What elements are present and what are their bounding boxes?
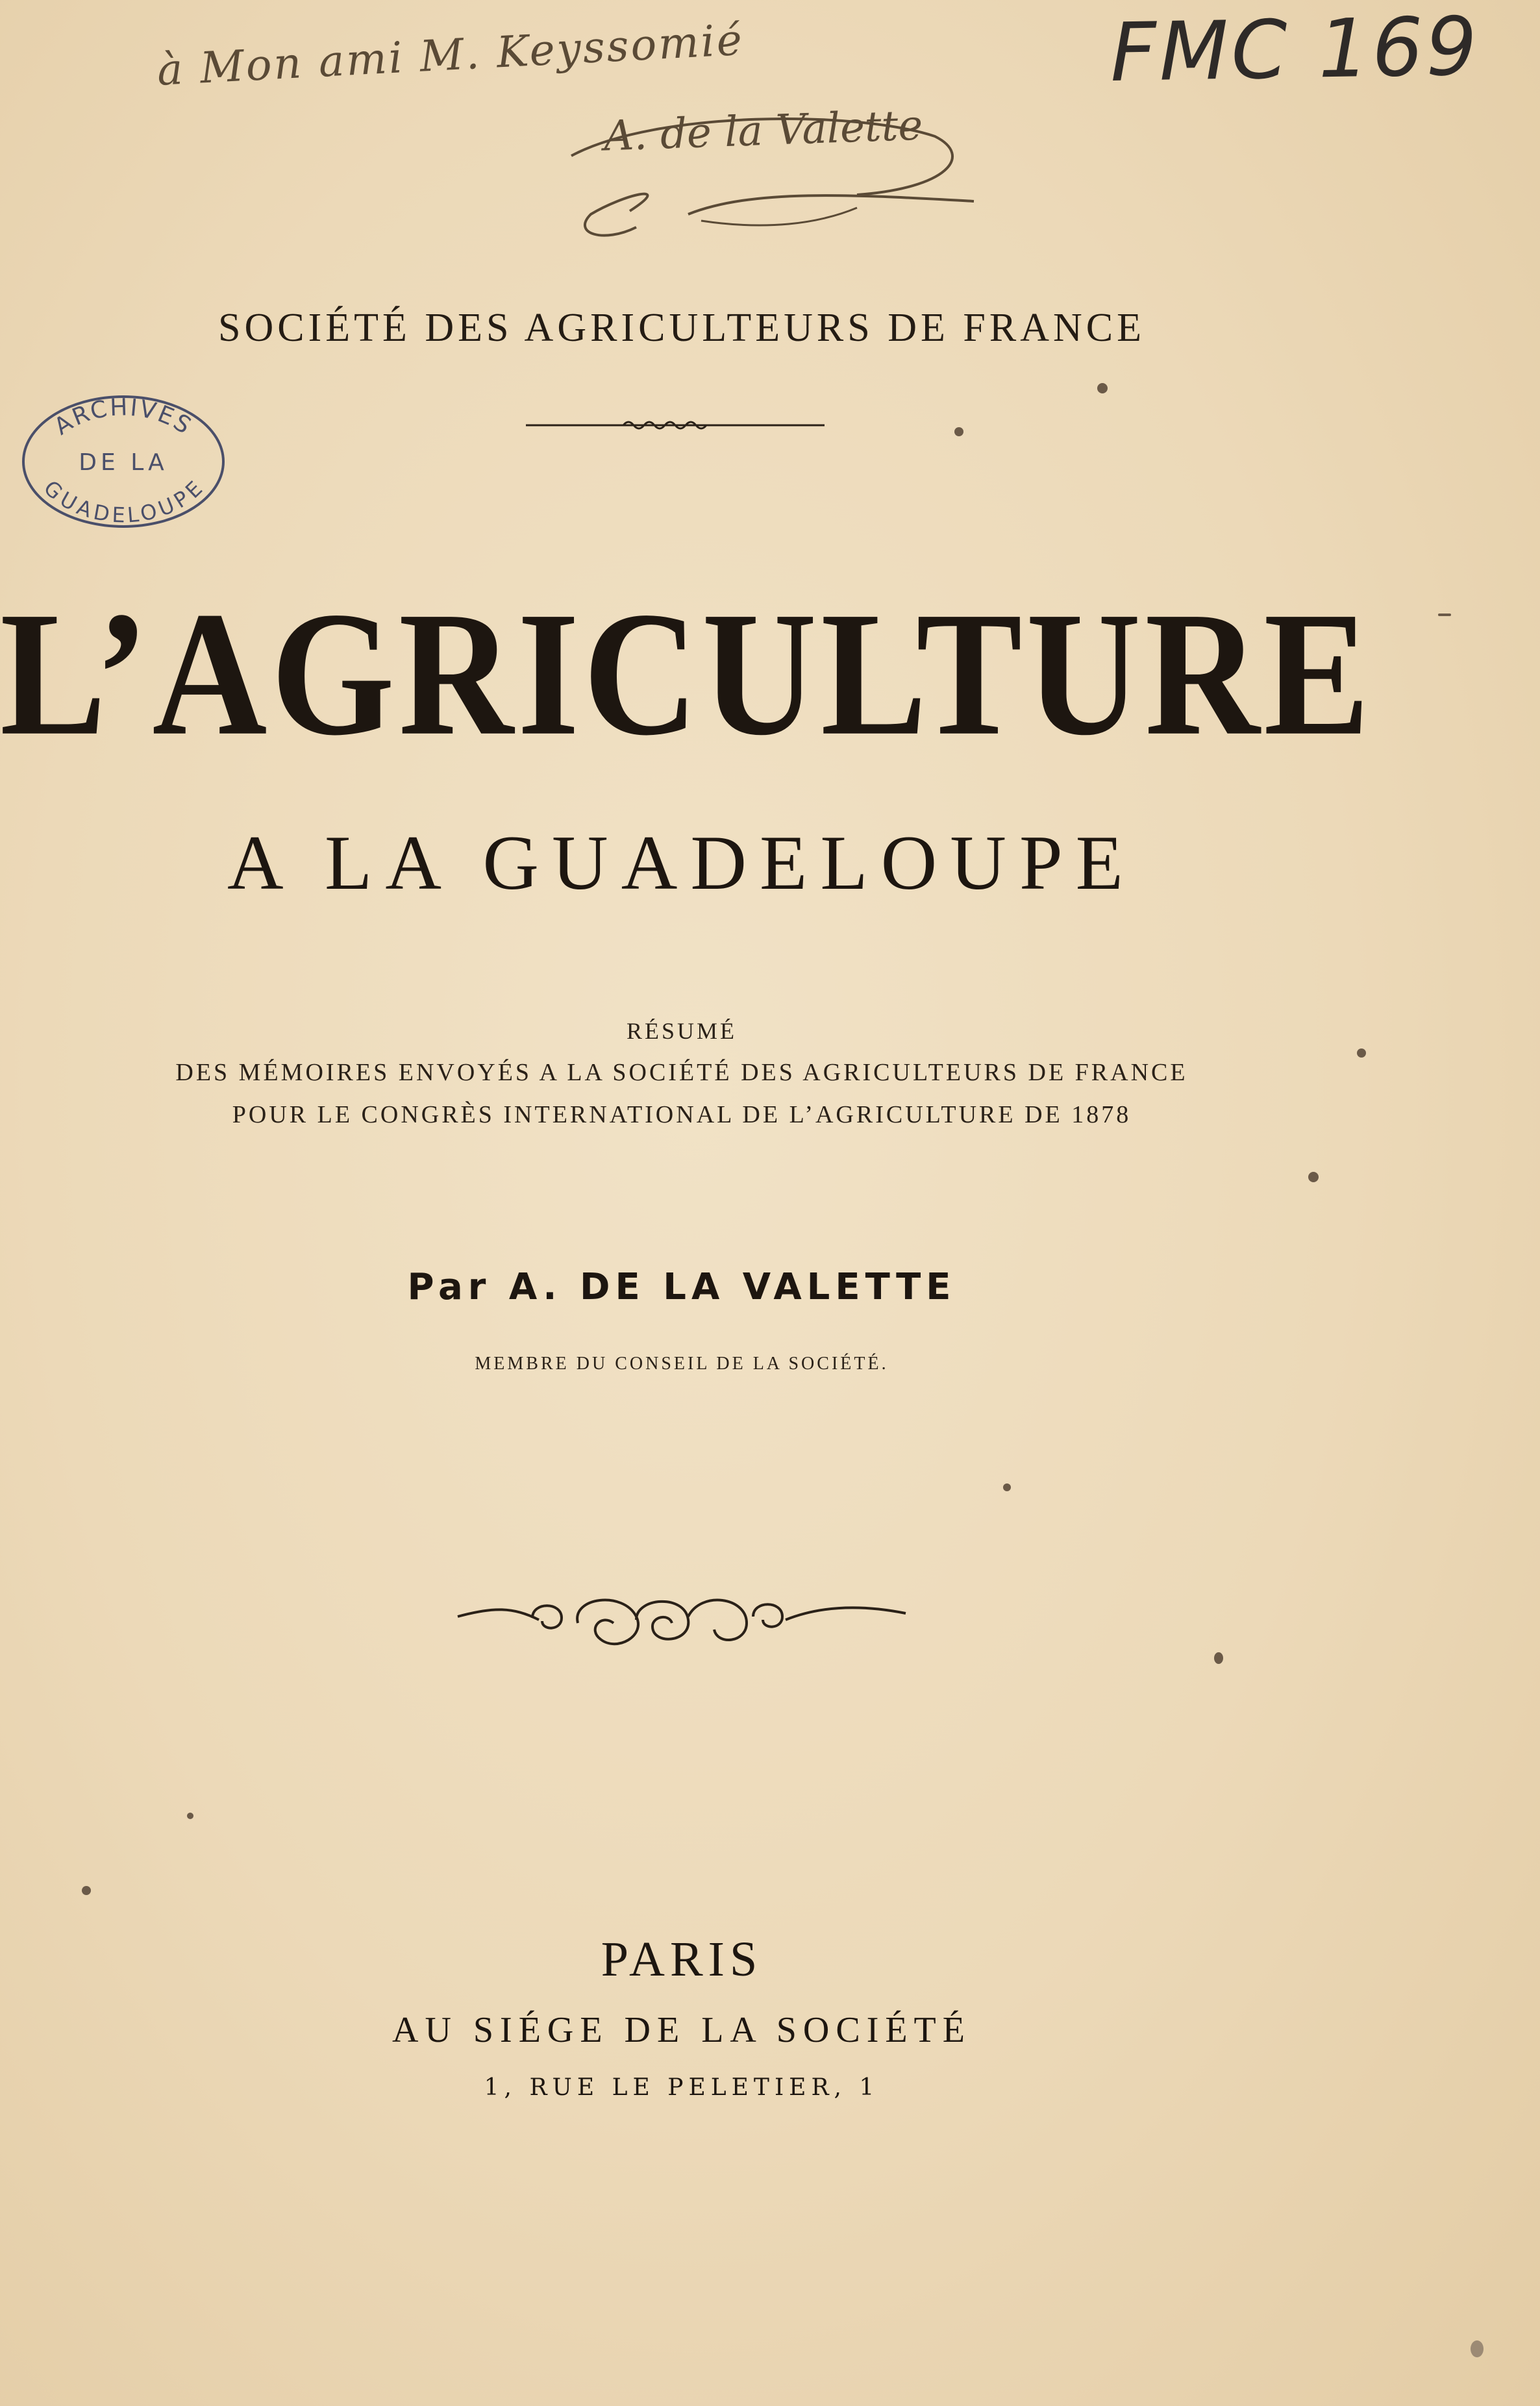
paper-speck (187, 1813, 193, 1819)
handwritten-dedication: à Mon ami M. Keyssomié (156, 14, 745, 95)
summary-line-2: POUR LE CONGRÈS INTERNATIONAL DE L’AGRICULTURE DE 1878 (232, 1101, 1132, 1128)
shelfmark-annotation: FMC 169 (1109, 0, 1481, 100)
paper-speck (954, 427, 963, 436)
handwritten-signature: A. de la Valette (602, 101, 924, 161)
author-title: MEMBRE DU CONSEIL DE LA SOCIÉTÉ. (475, 1354, 889, 1374)
main-title: L’AGRICULTURE (0, 575, 1374, 773)
subtitle: A LA GUADELOUPE (227, 819, 1136, 906)
paper-speck (1097, 383, 1108, 393)
archives-stamp (18, 390, 229, 534)
svg-text:GUADELOUPE (39, 475, 208, 527)
svg-text:ARCHIVES (49, 394, 197, 440)
decorative-rule (513, 415, 838, 435)
ornament-divider (454, 1578, 909, 1662)
stamp-line3: GUADELOUPE (38, 475, 208, 528)
paper-speck (1357, 1048, 1366, 1058)
imprint-publisher: AU SIÉGE DE LA SOCIÉTÉ (392, 2010, 971, 2050)
paper-speck (1308, 1172, 1319, 1182)
paper-speck (1003, 1483, 1011, 1491)
paper-speck (1471, 2340, 1484, 2357)
paper-speck (1438, 614, 1451, 616)
stamp-line1: ARCHIVES (49, 394, 197, 441)
imprint-city: PARIS (601, 1932, 763, 1987)
society-heading: SOCIÉTÉ DES AGRICULTEURS DE FRANCE (217, 306, 1146, 350)
summary-line-1: DES MÉMOIRES ENVOYÉS A LA SOCIÉTÉ DES AGRICULTEURS DE FRANCE (175, 1059, 1188, 1086)
summary-heading: RÉSUMÉ (626, 1018, 738, 1044)
imprint-address: 1, RUE LE PELETIER, 1 (484, 2074, 880, 2101)
paper-speck (1214, 1652, 1223, 1664)
stamp-line2: DE LA (79, 449, 168, 476)
author-byline: Par A. DE LA VALETTE (407, 1266, 956, 1308)
paper-speck (82, 1886, 91, 1895)
